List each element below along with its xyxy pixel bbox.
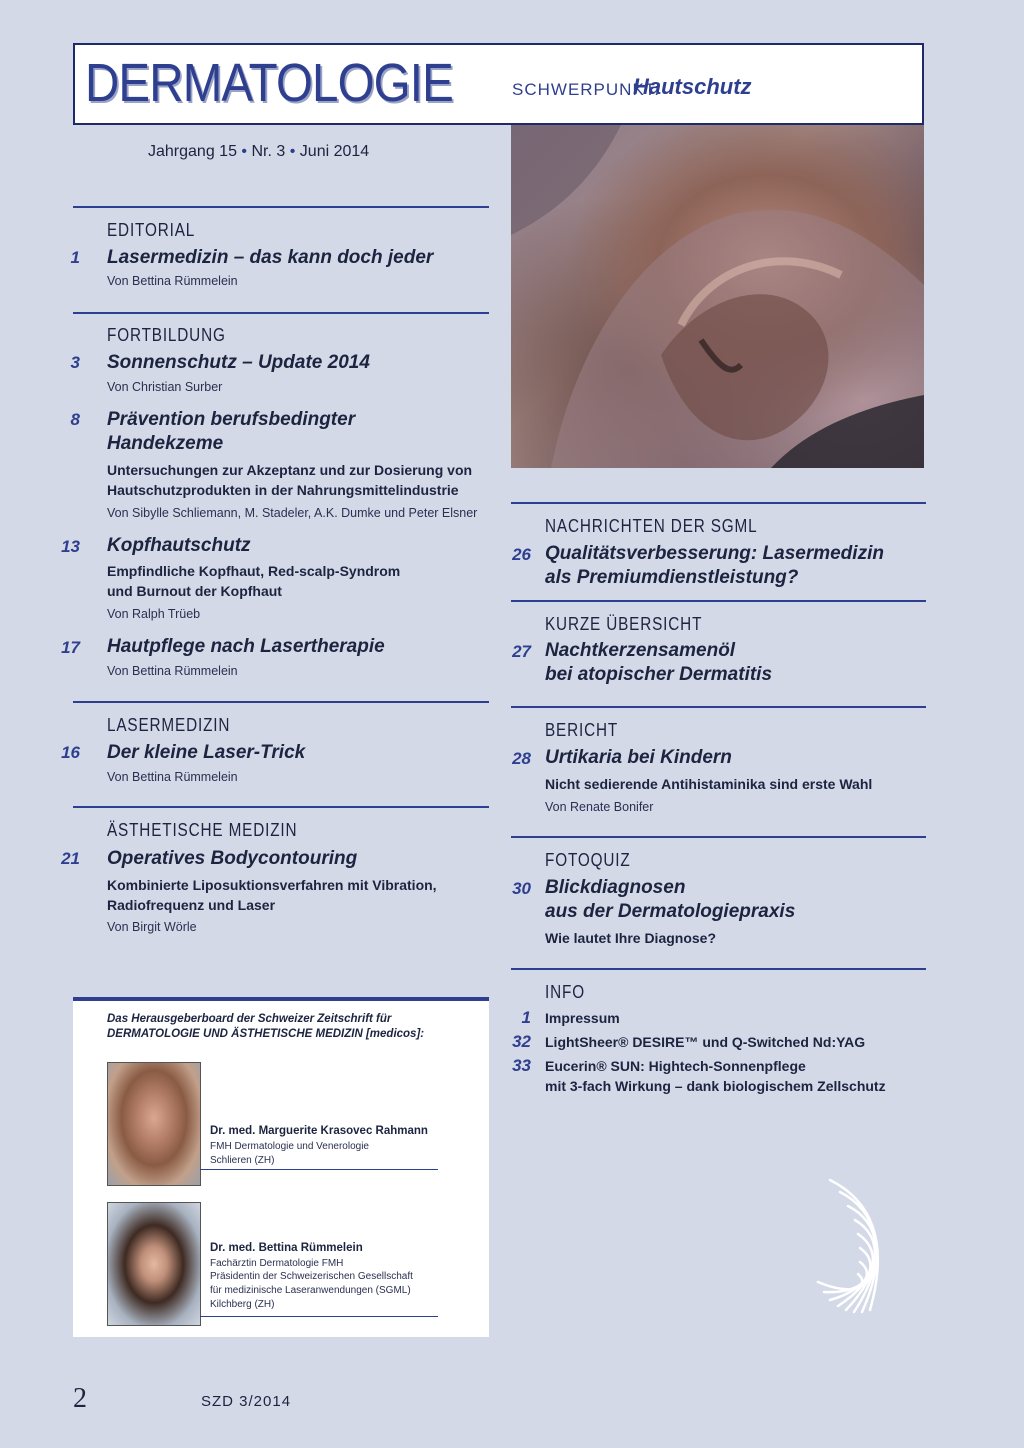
avatar	[107, 1202, 201, 1326]
article-title-line1[interactable]: Prävention berufsbedingter	[107, 409, 356, 430]
schwerpunkt-topic: Hautschutz	[633, 74, 752, 99]
article-author: Von Bettina Rümmelein	[107, 664, 238, 678]
board-member-detail: für medizinische Laseranwendungen (SGML)	[210, 1285, 411, 1296]
article-title[interactable]: Hautpflege nach Lasertherapie	[107, 636, 385, 657]
section-heading-bericht: BERICHT	[545, 720, 619, 740]
page-number: 33	[512, 1056, 531, 1075]
magazine-title: DERMATOLOGIE	[85, 53, 453, 113]
board-member-rule	[200, 1316, 438, 1317]
article-subtitle-line1: Kombinierte Liposuktionsverfahren mit Vibration,	[107, 877, 437, 893]
section-rule	[73, 206, 489, 208]
article-title[interactable]: Urtikaria bei Kindern	[545, 747, 732, 768]
issue-separator: •	[241, 143, 248, 160]
page-number: 13	[61, 537, 80, 556]
article-subtitle: Wie lautet Ihre Diagnose?	[545, 930, 717, 946]
article-subtitle-line1: Empfindliche Kopfhaut, Red-scalp-Syndrom	[107, 563, 401, 579]
article-title[interactable]: Der kleine Laser-Trick	[107, 742, 306, 763]
section-rule	[73, 701, 489, 703]
board-member-detail: Präsidentin der Schweizerischen Gesellschaft	[210, 1271, 413, 1282]
board-member-detail: Fachärztin Dermatologie FMH	[210, 1258, 344, 1269]
page-number: 21	[61, 849, 80, 868]
board-member-rule	[200, 1169, 438, 1170]
board-member-detail: Schlieren (ZH)	[210, 1155, 275, 1166]
page-number: 1	[70, 248, 80, 267]
page-number: 32	[512, 1032, 531, 1051]
article-author: Von Bettina Rümmelein	[107, 274, 238, 288]
page-number: 8	[70, 410, 80, 429]
section-rule	[73, 806, 489, 808]
article-title-line1[interactable]: Qualitätsverbesserung: Lasermedizin	[545, 543, 884, 564]
issue-volume: Jahrgang 15	[148, 143, 237, 160]
article-subtitle: Nicht sedierende Antihistaminika sind erste Wahl	[545, 776, 873, 792]
info-item-line1[interactable]: Eucerin® SUN: Hightech-Sonnenpflege	[545, 1058, 806, 1074]
section-heading-uebersicht: KURZE ÜBERSICHT	[545, 614, 703, 634]
issue-date: Juni 2014	[299, 143, 370, 160]
article-title-line2[interactable]: als Premiumdienstleistung?	[545, 567, 799, 588]
issue-line	[148, 143, 369, 161]
page-number: 16	[61, 743, 80, 762]
section-rule	[511, 600, 926, 602]
board-intro-line2: DERMATOLOGIE UND ÄSTHETISCHE MEDIZIN [medicos]:	[107, 1028, 425, 1040]
section-rule	[511, 706, 926, 708]
article-subtitle-line1: Untersuchungen zur Akzeptanz und zur Dosierung von	[107, 462, 473, 478]
page-number: 3	[70, 353, 80, 372]
page-number-footer: 2	[73, 1383, 87, 1414]
article-title[interactable]: Operatives Bodycontouring	[107, 848, 358, 869]
article-title-line1[interactable]: Blickdiagnosen	[545, 877, 686, 898]
article-subtitle-line2: und Burnout der Kopfhaut	[107, 583, 282, 599]
issue-separator: •	[289, 143, 296, 160]
article-subtitle-line2: Hautschutzprodukten in der Nahrungsmittelindustrie	[107, 482, 459, 498]
article-author: Von Bettina Rümmelein	[107, 770, 238, 784]
article-title[interactable]: Kopfhautschutz	[107, 535, 251, 556]
article-author: Von Christian Surber	[107, 380, 223, 394]
article-title-line2[interactable]: bei atopischer Dermatitis	[545, 664, 773, 685]
publisher-logo-swirl	[800, 1170, 910, 1330]
page-number: 1	[521, 1008, 531, 1027]
article-title-line2[interactable]: Handekzeme	[107, 433, 224, 454]
board-member-detail: FMH Dermatologie und Venerologie	[210, 1141, 369, 1152]
ear-illustration	[511, 125, 924, 468]
info-item-line2[interactable]: mit 3-fach Wirkung – dank biologischem Zellschutz	[545, 1078, 886, 1094]
article-author: Von Renate Bonifer	[545, 800, 654, 814]
article-author: Von Sibylle Schliemann, M. Stadeler, A.K. Dumke und Peter Elsner	[107, 506, 478, 520]
avatar	[107, 1062, 201, 1186]
page-number: 26	[512, 545, 531, 564]
section-heading-sgml: NACHRICHTEN DER SGML	[545, 516, 758, 536]
page-number: 17	[61, 638, 80, 657]
board-member-detail: Kilchberg (ZH)	[210, 1299, 275, 1310]
article-author: Von Birgit Wörle	[107, 920, 197, 934]
journal-reference: SZD 3/2014	[201, 1393, 292, 1410]
page-number: 28	[512, 749, 531, 768]
section-heading-editorial: EDITORIAL	[107, 220, 196, 240]
cover-photo	[511, 125, 924, 468]
section-heading-aesthetik: ÄSTHETISCHE MEDIZIN	[107, 820, 298, 840]
page-number: 30	[512, 879, 531, 898]
info-item[interactable]: LightSheer® DESIRE™ und Q-Switched Nd:YAG	[545, 1034, 866, 1050]
section-heading-fortbildung: FORTBILDUNG	[107, 325, 226, 345]
board-member-name: Dr. med. Bettina Rümmelein	[210, 1242, 363, 1254]
info-item[interactable]: Impressum	[545, 1010, 620, 1026]
section-rule	[511, 502, 926, 504]
article-title[interactable]: Sonnenschutz – Update 2014	[107, 352, 370, 373]
board-member-name: Dr. med. Marguerite Krasovec Rahmann	[210, 1125, 428, 1137]
section-rule	[511, 836, 926, 838]
article-author: Von Ralph Trüeb	[107, 607, 201, 621]
article-title[interactable]: Lasermedizin – das kann doch jeder	[107, 247, 434, 268]
section-heading-info: INFO	[545, 982, 585, 1002]
section-rule	[73, 312, 489, 314]
section-heading-fotoquiz: FOTOQUIZ	[545, 850, 631, 870]
issue-number: Nr. 3	[251, 143, 286, 160]
article-title-line2[interactable]: aus der Dermatologiepraxis	[545, 901, 796, 922]
article-subtitle-line2: Radiofrequenz und Laser	[107, 897, 276, 913]
section-heading-lasermedizin: LASERMEDIZIN	[107, 715, 231, 735]
board-intro-line1: Das Herausgeberboard der Schweizer Zeitschrift für	[107, 1013, 392, 1025]
schwerpunkt-label: SCHWERPUNKT:	[512, 80, 661, 99]
page-number: 27	[512, 642, 531, 661]
article-title-line1[interactable]: Nachtkerzensamenöl	[545, 640, 736, 661]
section-rule	[511, 968, 926, 970]
